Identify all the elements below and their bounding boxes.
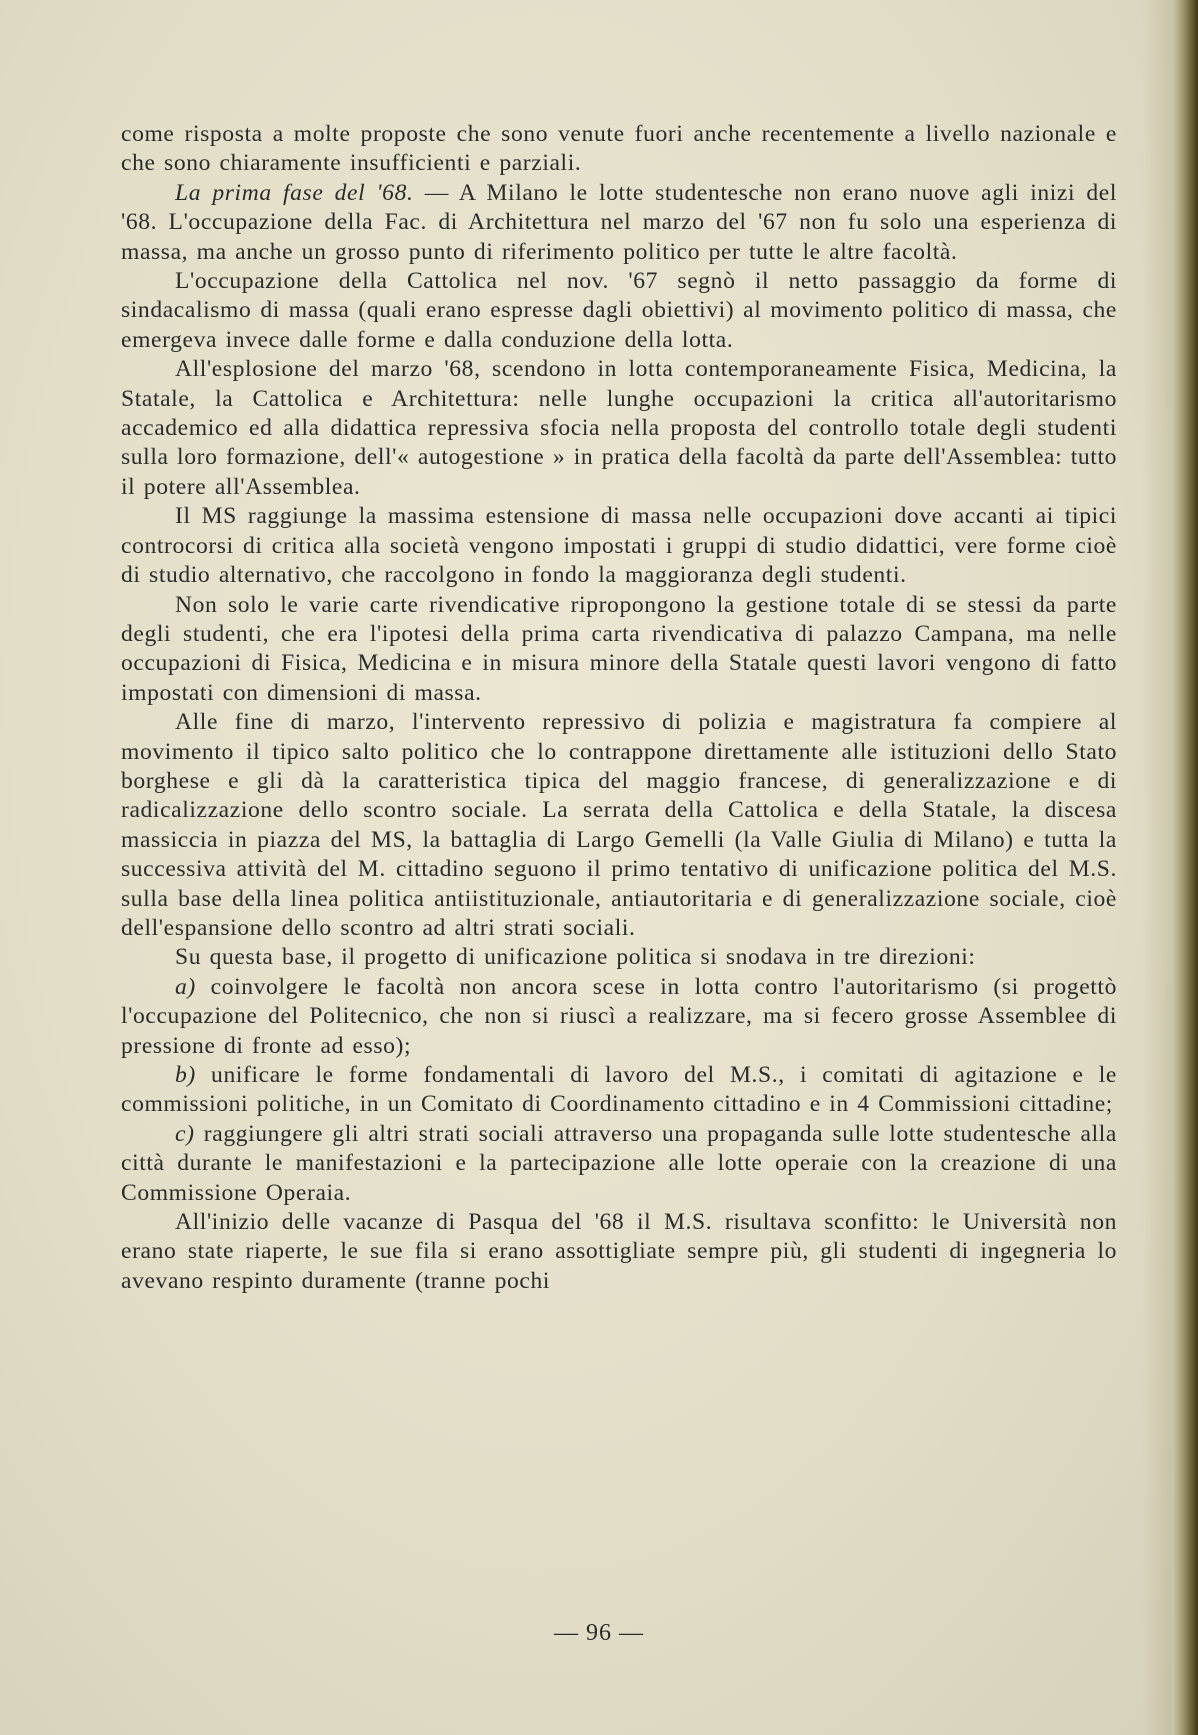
- list-item-b: [121, 1061, 1117, 1120]
- list-item-a: [121, 973, 1117, 1061]
- list-item-text: raggiungere gli altri strati sociali attraverso una propaganda sulle lotte studentesche alla città durante le manifestazioni e la partecipazione alle lotte operaie con la creazione di una Commissione Operaia.: [121, 1120, 1117, 1206]
- page-number: — 96 —: [554, 1620, 644, 1646]
- paragraph: All'esplosione del marzo '68, scendono in lotta contemporaneamente Fisica, Medicina, la Statale, la Cattolica e Architettura: nelle lunghe occupazioni la critica all'autoritarismo accademico ed alla didattica repressiva sfocia nella proposta del controllo totale degli studenti sulla loro formazione, dell'« autogestione » in pratica della facoltà da parte dell'Assemblea: tutto il potere all'Assemblea.: [121, 356, 1117, 500]
- page-edge-shadow: [1142, 0, 1172, 1735]
- paragraph: Non solo le varie carte rivendicative ripropongono la gestione totale di se stessi da parte degli studenti, che era l'ipotesi della prima carta rivendicativa di palazzo Campana, ma nelle occupazioni di Fisica, Medicina e in misura minore della Statale questi lavori vengono di fatto impostati con dimensioni di massa.: [121, 591, 1117, 706]
- paragraph-text: — A Milano le lotte studentesche non erano nuove agli inizi del '68. L'occupazione della Fac. di Architettura nel marzo del '67 non fu solo una esperienza di massa, ma anche un grosso punto di riferimento politico per tutte le altre facoltà.: [121, 179, 1117, 265]
- paragraph-continuation: come risposta a molte proposte che sono venute fuori anche recentemente a livello nazionale e che sono chiaramente insufficienti e parziali.: [121, 121, 1117, 177]
- paragraph: All'inizio delle vacanze di Pasqua del '68 il M.S. risultava sconfitto: le Università non erano state riaperte, le sue fila si erano assottigliate sempre più, gli studenti di ingegneria lo avevano respinto duramente (tranne pochi: [121, 1209, 1117, 1294]
- paragraph: L'occupazione della Cattolica nel nov. '67 segnò il netto passaggio da forme di sindacalismo di massa (quali erano espresse dagli obiettivi) al movimento politico di massa, che emergeva invece dalle forme e dalla conduzione della lotta.: [121, 268, 1117, 353]
- list-marker: a): [175, 973, 196, 1000]
- paragraph: Il MS raggiunge la massima estensione di massa nelle occupazioni dove accanti ai tipici controcorsi di critica alla società vengono impostati i gruppi di studio didattici, vere forme cioè di studio alternativo, che raccolgono in fondo la maggioranza degli studenti.: [121, 503, 1117, 589]
- paragraph-section-start: [121, 179, 1117, 267]
- body-text: [121, 120, 1117, 1296]
- list-marker: c): [175, 1120, 195, 1147]
- list-item-text: coinvolgere le facoltà non ancora scese in lotta contro l'autoritarismo (si progettò l'occupazione del Politecnico, che non si riuscì a realizzare, ma si fecero grosse Assemblee di pressione di fronte ad esso);: [121, 973, 1117, 1059]
- list-item-c: [121, 1120, 1117, 1208]
- list-marker: b): [175, 1062, 196, 1088]
- paragraph: Alle fine di marzo, l'intervento repressivo di polizia e magistratura fa compiere al movimento il tipico salto politico che lo contrappone direttamente alle istituzioni dello Stato borghese e gli dà la caratteristica tipica del maggio francese, di generalizzazione e di radicalizzazione dello scontro sociale. La serrata della Cattolica e della Statale, la discesa massiccia in piazza del MS, la battaglia di Largo Gemelli (la Valle Giulia di Milano) e tutta la successiva attività del M. cittadino seguono il primo tentativo di unificazione politica del M.S. sulla base della linea politica antiistituzionale, antiautoritaria e di generalizzazione sociale, cioè dell'espansione dello scontro ad altri strati sociali.: [121, 709, 1117, 941]
- list-item-text: unificare le forme fondamentali di lavoro del M.S., i comitati di agitazione e le commissioni politiche, in un Comitato di Coordinamento cittadino e in 4 Commissioni cittadine;: [121, 1062, 1117, 1118]
- paragraph: Su questa base, il progetto di unificazione politica si snodava in tre direzioni:: [175, 944, 976, 971]
- page-edge: [1172, 0, 1198, 1735]
- section-heading: La prima fase del '68.: [175, 179, 414, 206]
